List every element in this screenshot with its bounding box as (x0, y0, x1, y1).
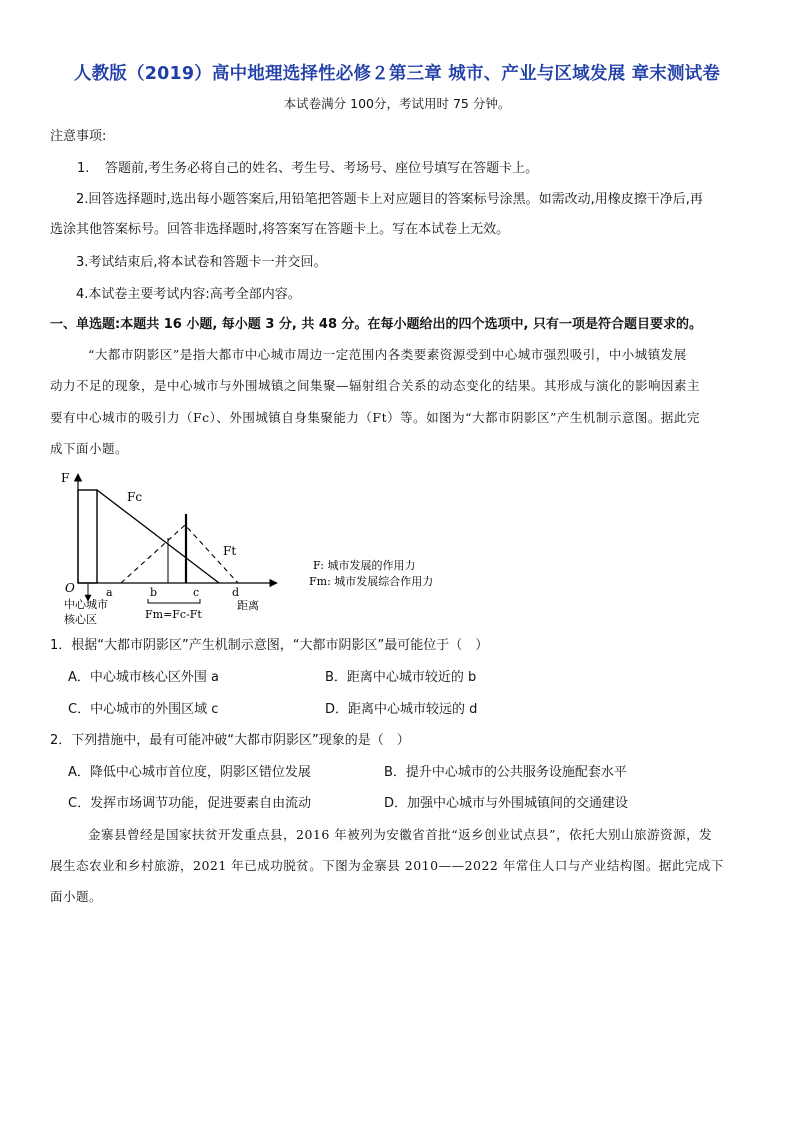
notice-1: 答题前,考生务必将自己的姓名、考生号、考场号、座位号填写在答题卡上。 (105, 161, 539, 176)
exam-subtitle: 本试卷满分 100分，考试用时 75 分钟。 (283, 96, 511, 111)
core-area-rect (78, 490, 97, 583)
point-b: b (150, 586, 158, 599)
q1-option-d: D．距离中心城市较远的 d (325, 702, 478, 717)
q2-option-b: B．提升中心城市的公共服务设施配套水平 (384, 765, 627, 780)
x-axis-label: 距离 (237, 599, 259, 612)
notice-heading: 注意事项: (50, 129, 107, 144)
q2-stem: 2．下列措施中，最有可能冲破“大都市阴影区”现象的是（ ） (50, 733, 410, 748)
notice-2-line2: 选涂其他答案标号。回答非选择题时,将答案写在答题卡上。写在本试卷上无效。 (50, 222, 510, 237)
y-axis-label: F (61, 471, 70, 485)
q1-stem: 1．根据“大都市阴影区”产生机制示意图，“大都市阴影区”最可能位于（ ） (50, 638, 489, 653)
notice-4: 4.本试卷主要考试内容:高考全部内容。 (76, 287, 301, 302)
legend-f: F: 城市发展的作用力 (313, 559, 416, 572)
ft-line (121, 525, 238, 583)
fm-brace (148, 599, 200, 603)
notice-2-line1: 2.回答选择题时,选出每小题答案后,用铅笔把答题卡上对应题目的答案标号涂黑。如需改动,用橡皮擦干净后,再 (76, 192, 703, 207)
notice-number-1: 1. (77, 161, 90, 176)
passage2-line1: 金寨县曾经是国家扶贫开发重点县，2016 年被列为安徽省首批“返乡创业试点县”，依托大别山旅游资源，发 (88, 827, 713, 842)
passage2-line2: 展生态农业和乡村旅游，2021 年已成功脱贫。下图为金寨县 2010——2022 年常住人口与产业结构图。据此完成下 (50, 858, 724, 873)
point-c: c (193, 586, 200, 599)
exam-title: 人教版（2019）高中地理选择性必修２第三章 城市、产业与区域发展 章末测试卷 (73, 64, 721, 84)
point-d: d (232, 586, 240, 599)
section-heading: 一、单选题:本题共 16 小题, 每小题 3 分, 共 48 分。在每小题给出的四个选项中, 只有一项是符合题目要求的。 (50, 317, 702, 332)
origin-label: O (65, 581, 75, 595)
fc-label: Fc (127, 490, 143, 504)
ft-label: Ft (223, 544, 237, 558)
q1-option-c: C．中心城市的外围区域 c (68, 702, 219, 717)
q2-option-a: A．降低中心城市首位度，阴影区错位发展 (68, 765, 311, 780)
core-label-2: 核心区 (64, 613, 97, 626)
point-a: a (106, 586, 113, 599)
core-label-1: 中心城市 (64, 598, 108, 611)
passage1-line1: “大都市阴影区”是指大都市中心城市周边一定范围内各类要素资源受到中心城市强烈吸引，中小城镇发展 (88, 347, 687, 362)
passage1-line3: 要有中心城市的吸引力（Fc）、外围城镇自身集聚能力（Ft）等。如图为“大都市阴影区”产生机制示意图。据此完 (50, 410, 700, 425)
q1-option-a: A．中心城市核心区外围 a (68, 670, 219, 685)
legend-fm: Fm: 城市发展综合作用力 (309, 575, 434, 588)
fm-formula: Fm=Fc-Ft (145, 608, 202, 621)
q2-option-c: C．发挥市场调节功能，促进要素自由流动 (68, 796, 312, 811)
passage1-line4: 成下面小题。 (50, 441, 129, 456)
fc-line (97, 490, 219, 583)
shadow-area-figure (55, 468, 495, 643)
q1-option-b: B．距离中心城市较近的 b (325, 670, 477, 685)
passage1-line2: 动力不足的现象，是中心城市与外围城镇之间集聚—辐射组合关系的动态变化的结果。其形成与演化的影响因素主 (50, 378, 701, 393)
notice-3: 3.考试结束后,将本试卷和答题卡一并交回。 (76, 255, 327, 270)
q2-option-d: D．加强中心城市与外围城镇间的交通建设 (384, 796, 629, 811)
passage2-line3: 面小题。 (50, 889, 103, 904)
